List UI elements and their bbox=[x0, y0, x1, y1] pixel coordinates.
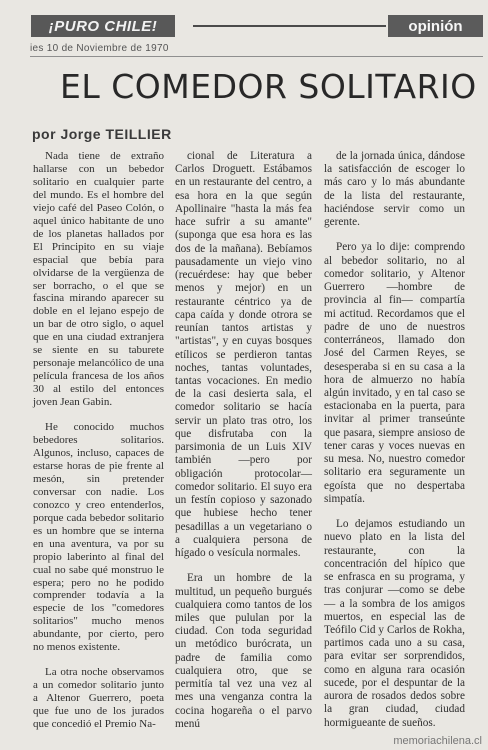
section-label: opinión bbox=[388, 15, 483, 37]
column-3 bbox=[324, 150, 465, 730]
paragraph: Nada tiene de extraño hallarse con un bebedor solitario en cualquier parte del mundo. Es el hombre del viejo café del Paseo Colón, o aquel único habitante de uno de los planetas hallados por El Principito en su viaje espacial que bebía para olvidarse de la vergüenza de ser borracho, o el que se fascina mirando aparecer su doble en el lejano espejo de un bar de otro siglo, o aquel que en una ciudad extranjera se siente en su taburete personaje melancólico de una película francesa de los años 30 al estilo del entonces joven Jean Gabin. bbox=[33, 150, 164, 409]
masthead-logo: ¡PURO CHILE! bbox=[31, 15, 175, 37]
paragraph: de la jornada única, dándose la satisfacción de escoger lo más caro y lo más abundante de la lista del restaurante, haciéndose servir como un gerente. bbox=[324, 150, 465, 229]
paragraph: He conocido muchos bebedores solitarios. Algunos, incluso, capaces de estarse horas de pie frente al mesón, sin pretender conversar con nadie. Los conozco y creo entenderlos, porque cada bebedor solitario es un hombre que se interna en una aventura, va por su propio laberinto al final del cual no sabe qué monstruo le espera; pero no he podido comprender todavía a la especie de los "comedores solitarios" mucho menos abundante, por cierto, pero no menos existente. bbox=[33, 421, 164, 654]
paragraph: Pero ya lo dije: comprendo al bebedor solitario, no al comedor solitario, y Altenor Guerrero —hombre de provincia al fin— compartía mi actitud. Recordamos que el padre de uno de nuestros conterráneos, llamado don José del Carmen Reyes, se desesperaba si en su casa a la hora de almuerzo no había algún invitado, y en tal caso se estacionaba en la puerta, para invitar al primer transeúnte que pasara, siempre ansioso de tener caras y voces nuevas en su mesa. No, nuestro comedor solitario era seguramente un egoísta que no despertaba simpatía. bbox=[324, 241, 465, 505]
divider bbox=[30, 56, 483, 57]
paragraph: cional de Literatura a Carlos Droguett. Estábamos en un restaurante del centro, a esa hora en la que según Apollinaire "hasta la más fea hace sufrir a su amante" (suponga que esa hora es las dos de la mañana). Bebíamos pausadamente un viejo vino (recuérdese: hay que beber menos y mejor) en un restaurante céntrico ya de capa caída y donde otrora se reunían tantos artistas y "artistas", y en cuyas bosques etílicos se perdieron tantas noches, tantas voluntades, tantas vocaciones. En medio de la casi desierta sala, el comedor solitario se hacía servir un plato tras otro, los que disfrutaba con la parsimonia de un Luis XIV también —pero por obligación protocolar— comedor solitario. El suyo era un festín copioso y sazonado que hubiese hecho tener pesadillas a un vegetariano o a cualquiera persona de hígado o vesícula normales. bbox=[175, 150, 312, 560]
dateline: ies 10 de Noviembre de 1970 bbox=[30, 43, 169, 54]
article-title: EL COMEDOR SOLITARIO bbox=[60, 67, 477, 106]
byline: por Jorge TEILLIER bbox=[32, 126, 172, 142]
header-rule bbox=[193, 25, 386, 27]
paragraph: Lo dejamos estudiando un nuevo plato en la lista del restaurante, con la concentración del hípico que se enfrasca en su programa, y tras conjurar —como se debe— a la sombra de los amigos muertos, en especial las de Teófilo Cid y Carlos de Rokha, partimos cada uno a su casa, para evitar ser sorprendidos, como en alguna rara ocasión sucede, por el despuntar de la aurora de rosados dedos sobre la gran ciudad, ciudad hormigueante de sueños. bbox=[324, 518, 465, 729]
column-2 bbox=[175, 150, 312, 731]
paragraph: La otra noche observamos a un comedor solitario junto a Altenor Guerrero, poeta que fue uno de los jurados que concedió el Premio Na- bbox=[33, 666, 164, 731]
source-watermark: memoriachilena.cl bbox=[393, 735, 482, 747]
column-1 bbox=[33, 150, 164, 731]
paragraph: Era un hombre de la multitud, un pequeño burgués cualquiera como tantos de los miles que pululan por la ciudad. Con toda seguridad un metódico burócrata, un padre de familia como cualquiera otro, que se permitía tal vez una vez al mes una venganza contra la cocina hogareña o el parvo menú bbox=[175, 572, 312, 730]
